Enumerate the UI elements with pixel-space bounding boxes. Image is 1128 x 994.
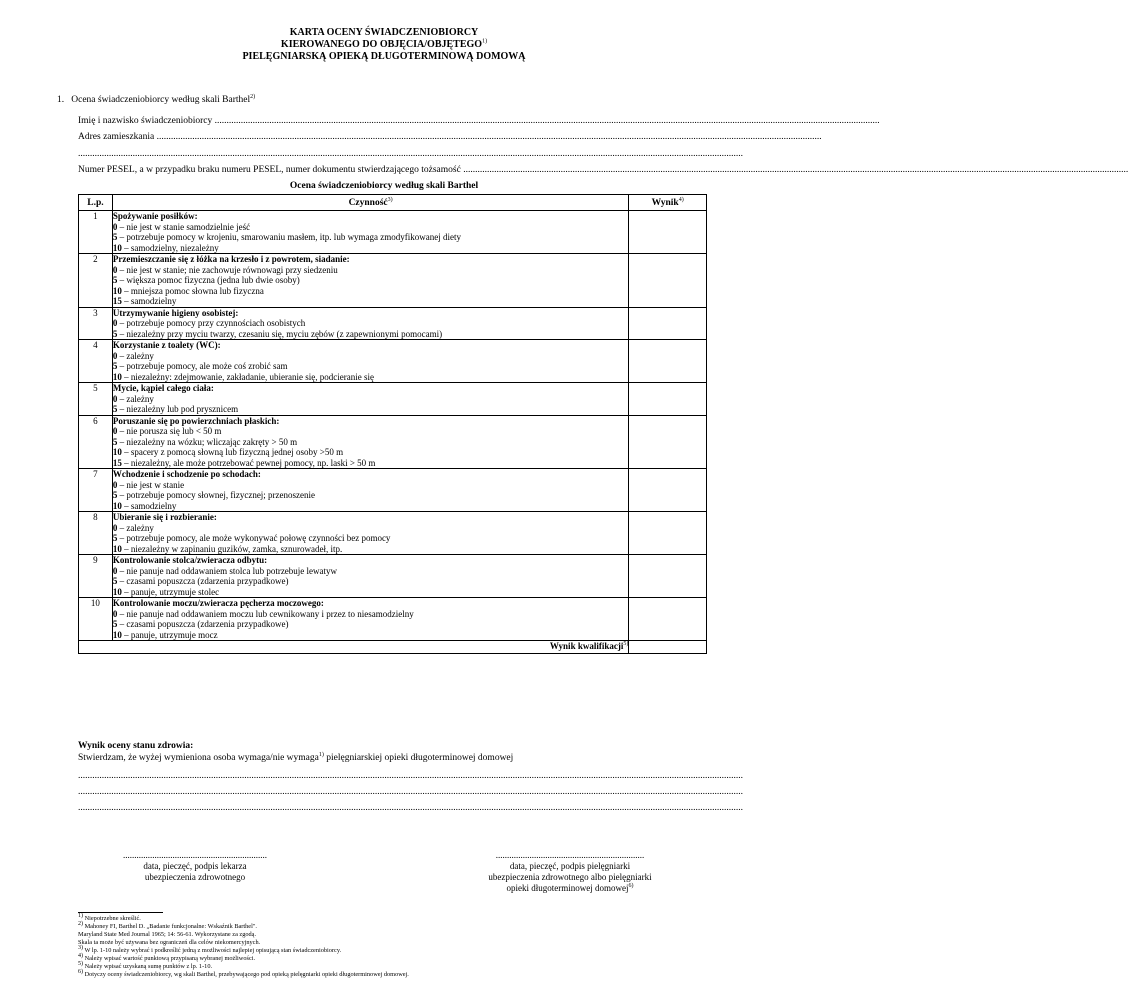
footnote-text: Należy wpisać wartość punktową przypisaną wybranej możliwości.	[83, 955, 256, 962]
health-statement-text-end: pielęgniarskiej opieki długoterminowej domowej	[323, 753, 514, 763]
activity-footnote-ref: 3)	[387, 196, 393, 203]
activity-option[interactable]	[113, 437, 628, 448]
activity-title: Utrzymywanie higieny osobistej:	[112, 307, 239, 318]
option-score: 0	[112, 608, 118, 619]
activity-title: Spożywanie posiłków:	[112, 211, 198, 221]
doctor-signature-block[interactable]	[115, 850, 275, 883]
option-score: 0	[112, 522, 118, 533]
option-score: 10	[112, 371, 122, 382]
row-number: 1	[79, 211, 113, 254]
activity-title: Kontrolowanie moczu/zwieracza pęcherza moczowego:	[112, 598, 324, 608]
pesel-dots: ........................................................................................................................................................................................................................................................................................	[463, 165, 1128, 175]
health-statement	[78, 752, 513, 764]
option-score: 0	[112, 350, 118, 361]
row-number: 10	[79, 598, 113, 641]
activity-option[interactable]	[113, 404, 628, 415]
activity-option[interactable]	[113, 296, 628, 307]
option-score: 10	[112, 629, 122, 640]
activity-option[interactable]	[113, 286, 628, 297]
option-score: 5	[112, 436, 118, 447]
section-title-footnote-ref: 2)	[250, 93, 256, 100]
address-field[interactable]	[78, 131, 822, 143]
option-text: – nie jest w stanie samodzielnie jeść	[117, 221, 251, 232]
footnote	[78, 968, 409, 979]
barthel-table-title: Ocena świadczeniobiorcy według skali Barthel	[289, 181, 479, 191]
pesel-label: Numer PESEL, a w przypadku braku numeru PESEL, numer dokumentu stwierdzającego tożsamość	[78, 165, 461, 175]
activity-title: Kontrolowanie stolca/zwieracza odbytu:	[112, 555, 268, 565]
footnote	[78, 944, 409, 955]
col-header-result	[629, 195, 707, 211]
activity-option[interactable]	[113, 265, 628, 276]
row-number: 5	[79, 383, 113, 416]
title-line-2	[0, 39, 768, 51]
option-text: – niezależny przy myciu twarzy, czesaniu się, myciu zębów (z zapewnionymi pomocami)	[117, 328, 443, 339]
nurse-signature-block[interactable]	[475, 850, 665, 894]
footnote-text: Niepotrzebne skreślić.	[83, 915, 141, 922]
footnote-mark: 4)	[78, 952, 83, 959]
footnote-mark: 2)	[78, 920, 83, 927]
activity-option[interactable]	[113, 533, 628, 544]
result-cell[interactable]	[629, 415, 707, 469]
doctor-signature-label-2: ubezpieczenia zdrowotnego	[144, 872, 246, 882]
option-text: – czasami popuszcza (zdarzenia przypadkowe)	[117, 576, 289, 586]
activity-cell	[112, 307, 628, 340]
activity-option[interactable]	[113, 544, 628, 555]
table-row	[79, 254, 707, 308]
footnote	[78, 912, 409, 923]
option-text: – samodzielny	[121, 500, 177, 511]
address-dots-line-2: ........................................................................................................................................................................................................................................................................................	[78, 149, 743, 159]
activity-option[interactable]	[113, 576, 628, 587]
title-footnote-ref: 1)	[482, 38, 488, 45]
option-score: 5	[112, 619, 118, 629]
footnote-text: W lp. 1-10 należy wybrać i podkreślić jedną z możliwości najlepiej opisującą stan świadczeniobiorcy.	[83, 947, 342, 954]
health-assessment	[78, 740, 513, 764]
patient-name-label: Imię i nazwisko świadczeniobiorcy	[78, 116, 213, 126]
activity-cell	[112, 415, 628, 469]
option-text: – samodzielny, niezależny	[121, 242, 219, 253]
patient-name-dots: ........................................................................................................................................................................................................................................................................................	[214, 116, 880, 126]
option-score: 0	[112, 318, 118, 328]
summary-row	[79, 641, 707, 654]
option-score: 10	[112, 500, 122, 511]
option-text: – nie jest w stanie	[117, 479, 185, 490]
footnote	[78, 952, 409, 963]
option-text: – niezależny lub pod prysznicem	[117, 404, 239, 414]
option-text: – potrzebuje pomocy w krojeniu, smarowaniu masłem, itp. lub wymaga zmodyfikowanej diety	[117, 232, 462, 242]
activity-option[interactable]	[113, 243, 628, 254]
option-text: – nie porusza się lub < 50 m	[117, 426, 222, 436]
row-number: 6	[79, 415, 113, 469]
footnote-mark: 5)	[78, 960, 83, 967]
option-text: – panuje, utrzymuje stolec	[121, 586, 220, 597]
address-dots: ........................................................................................................................................................................................................................................................................................	[156, 132, 822, 142]
title-line-3: PIELĘGNIARSKĄ OPIEKĄ DŁUGOTERMINOWĄ DOMOWĄ	[242, 51, 526, 62]
option-score: 10	[112, 242, 122, 253]
table-row	[79, 469, 707, 512]
activity-option[interactable]	[113, 609, 628, 620]
activity-title: Przemieszczanie się z łóżka na krzesło i z powrotem, siadanie:	[112, 254, 350, 264]
nurse-signature-label-3	[475, 883, 665, 894]
option-text: – potrzebuje pomocy, ale może wykonywać połowę czynności bez pomocy	[117, 533, 391, 543]
activity-option[interactable]	[113, 447, 628, 458]
option-text: – zależny	[117, 393, 154, 404]
health-title: Wynik oceny stanu zdrowia:	[78, 741, 194, 751]
option-score: 10	[112, 447, 122, 457]
footnote-mark: 3)	[78, 944, 83, 951]
option-score: 5	[112, 361, 118, 371]
health-notes-dots-1: ........................................................................................................................................................................................................................................................................................	[78, 771, 743, 781]
activity-title: Poruszanie się po powierzchniach płaskich:	[112, 415, 280, 426]
option-score: 5	[112, 275, 118, 285]
activity-title: Korzystanie z toalety (WC):	[112, 340, 221, 350]
option-score: 5	[112, 490, 118, 500]
option-score: 0	[112, 426, 118, 436]
health-footnote-ref: 1)	[318, 751, 324, 758]
activity-cell	[112, 254, 628, 308]
footnote-text: Skala ta może być używana bez ograniczeń dla celów niekomercyjnych.	[78, 939, 261, 946]
table-row	[79, 340, 707, 383]
option-text: – niezależny: zdejmowanie, zakładanie, ubieranie się, podcieranie się	[121, 371, 374, 382]
footnote-mark: 1)	[78, 912, 83, 919]
option-text: – niezależny w zapinaniu guzików, zamka, sznurowadeł, itp.	[121, 543, 343, 554]
table-row	[79, 307, 707, 340]
result-cell[interactable]	[629, 598, 707, 641]
summary-result-cell[interactable]	[629, 641, 707, 654]
table-row	[79, 512, 707, 555]
health-notes-dots-2: ........................................................................................................................................................................................................................................................................................	[78, 787, 743, 797]
option-text: – niezależny, ale może potrzebować pewnej pomocy, np. laski > 50 m	[121, 457, 376, 468]
activity-cell	[112, 211, 628, 254]
option-score: 0	[112, 393, 118, 404]
col-header-result-text: Wynik	[651, 198, 679, 208]
activity-cell	[112, 512, 628, 555]
result-cell[interactable]	[629, 211, 707, 254]
footnote-text: Należy wpisać uzyskaną sumę punktów z lp. 1-10.	[83, 963, 213, 970]
option-text: – czasami popuszcza (zdarzenia przypadkowe)	[117, 619, 289, 629]
title-line-2-text: KIEROWANEGO DO OBJĘCIA/OBJĘTEGO	[280, 39, 483, 50]
activity-title: Mycie, kąpiel całego ciała:	[112, 383, 214, 393]
summary-footnote-ref: 5)	[623, 641, 629, 647]
activity-option[interactable]	[113, 372, 628, 383]
option-score: 5	[112, 328, 118, 339]
footnote-text: Maryland State Med Journal 1965; 14: 56-61. Wykorzystane za zgodą.	[78, 931, 257, 938]
option-score: 5	[112, 232, 118, 242]
table-row	[79, 415, 707, 469]
row-number: 7	[79, 469, 113, 512]
section-title: Ocena świadczeniobiorcy według skali Barthel	[71, 95, 251, 105]
option-score: 15	[112, 457, 122, 468]
option-score: 10	[112, 543, 122, 554]
option-text: – niezależny na wózku; wliczając zakręty > 50 m	[117, 436, 298, 447]
option-text: – mniejsza pomoc słowna lub fizyczna	[121, 285, 264, 296]
activity-option[interactable]	[113, 426, 628, 437]
col-header-activity	[112, 195, 628, 211]
health-statement-text: Stwierdzam, że wyżej wymieniona osoba wymaga/nie wymaga	[78, 753, 319, 763]
footnote	[78, 960, 409, 971]
result-cell[interactable]	[629, 469, 707, 512]
option-score: 10	[112, 285, 122, 296]
table-row	[79, 598, 707, 641]
nurse-signature-label-2: ubezpieczenia zdrowotnego albo pielęgniarki	[488, 872, 652, 882]
row-number: 4	[79, 340, 113, 383]
health-notes-line-2[interactable]	[78, 786, 743, 798]
option-text: – samodzielny	[121, 296, 177, 306]
col-header-activity-text: Czynność	[348, 198, 388, 208]
nurse-signature-dots: ..................................................................	[495, 850, 645, 860]
option-text: – spacery z pomocą słowną lub fizyczną jednej osoby >50 m	[121, 447, 344, 457]
option-text: – zależny	[117, 522, 154, 533]
summary-label-cell	[79, 641, 629, 654]
option-score: 0	[112, 221, 118, 232]
activity-cell	[112, 555, 628, 598]
table-row	[79, 383, 707, 416]
option-text: – większa pomoc fizyczna (jedna lub dwie osoby)	[117, 275, 300, 285]
option-text: – nie panuje nad oddawaniem stolca lub potrzebuje lewatyw	[117, 565, 338, 576]
option-text: – potrzebuje pomocy przy czynnościach osobistych	[117, 318, 306, 328]
activity-title: Ubieranie się i rozbieranie:	[112, 512, 217, 522]
doctor-signature-label-1: data, pieczęć, podpis lekarza	[143, 861, 247, 871]
option-score: 0	[112, 264, 118, 275]
activity-option[interactable]	[113, 566, 628, 577]
option-score: 5	[112, 404, 118, 414]
result-cell[interactable]	[629, 254, 707, 308]
option-text: – potrzebuje pomocy, ale może coś zrobić sam	[117, 361, 288, 371]
footnote-text: Mahoney FI, Barthel D. „Badanie funkcjonalne: Wskaźnik Barthel".	[83, 923, 257, 930]
footnote-separator	[78, 912, 163, 913]
barthel-table	[78, 194, 707, 654]
result-cell[interactable]	[629, 512, 707, 555]
doctor-signature-dots: ................................................................	[123, 850, 267, 860]
activity-option[interactable]	[113, 394, 628, 405]
footnote-mark: 6)	[78, 968, 83, 975]
option-score: 0	[112, 565, 118, 576]
activity-option[interactable]	[113, 630, 628, 641]
option-text: – zależny	[117, 350, 154, 361]
patient-name-field[interactable]	[78, 115, 880, 127]
row-number: 8	[79, 512, 113, 555]
table-header-row	[79, 195, 707, 211]
activity-option[interactable]	[113, 619, 628, 630]
activity-option[interactable]	[113, 222, 628, 233]
activity-option[interactable]	[113, 490, 628, 501]
activity-cell	[112, 340, 628, 383]
nurse-signature-label-1: data, pieczęć, podpis pielęgniarki	[509, 861, 631, 871]
option-score: 15	[112, 296, 122, 306]
nurse-signature-footnote-ref: 6)	[628, 883, 634, 889]
activity-option[interactable]	[113, 275, 628, 286]
row-number: 2	[79, 254, 113, 308]
result-footnote-ref: 4)	[678, 196, 684, 203]
summary-label: Wynik kwalifikacji	[549, 641, 624, 651]
footnote	[78, 939, 409, 947]
document-title	[0, 27, 768, 63]
health-notes-line-3[interactable]	[78, 802, 743, 814]
option-text: – panuje, utrzymuje mocz	[121, 629, 218, 640]
result-cell[interactable]	[629, 383, 707, 416]
title-line-1: KARTA OCENY ŚWIADCZENIOBIORCY	[289, 27, 479, 38]
activity-option[interactable]	[113, 351, 628, 362]
activity-option[interactable]	[113, 480, 628, 491]
section-1-heading	[57, 94, 255, 106]
row-number: 9	[79, 555, 113, 598]
activity-option[interactable]	[113, 232, 628, 243]
table-row	[79, 211, 707, 254]
result-cell[interactable]	[629, 555, 707, 598]
option-score: 0	[112, 479, 118, 490]
footnote	[78, 931, 409, 939]
pesel-field[interactable]	[78, 164, 1128, 176]
activity-cell	[112, 469, 628, 512]
table-row	[79, 555, 707, 598]
activity-option[interactable]	[113, 501, 628, 512]
activity-cell	[112, 598, 628, 641]
option-text: – nie jest w stanie; nie zachowuje równowagi przy siedzeniu	[117, 264, 338, 275]
activity-option[interactable]	[113, 458, 628, 469]
activity-option[interactable]	[113, 523, 628, 534]
option-score: 5	[112, 533, 118, 543]
footnote-text: Dotyczy oceny świadczeniobiorcy, wg skali Barthel, przebywającego pod opieką pielęgniarki opieki długoterminowej domowej.	[83, 971, 409, 978]
col-header-lp: L.p.	[79, 195, 113, 211]
activity-option[interactable]	[113, 329, 628, 340]
health-notes-dots-3: ........................................................................................................................................................................................................................................................................................	[78, 803, 743, 813]
section-number: 1.	[57, 95, 65, 105]
footnotes	[78, 912, 409, 979]
footnote	[78, 920, 409, 931]
activity-option[interactable]	[113, 361, 628, 372]
option-score: 10	[112, 586, 122, 597]
activity-cell	[112, 383, 628, 416]
option-score: 5	[112, 576, 118, 586]
health-notes-line-1[interactable]	[78, 770, 743, 782]
option-text: – potrzebuje pomocy słownej, fizycznej; przenoszenie	[117, 490, 316, 500]
result-cell[interactable]	[629, 340, 707, 383]
activity-title: Wchodzenie i schodzenie po schodach:	[112, 469, 261, 479]
activity-option[interactable]	[113, 587, 628, 598]
address-field-continued[interactable]	[78, 148, 743, 160]
address-label: Adres zamieszkania	[78, 132, 155, 142]
nurse-signature-label-3-text: opieki długoterminowej domowej	[506, 883, 629, 893]
row-number: 3	[79, 307, 113, 340]
option-text: – nie panuje nad oddawaniem moczu lub cewnikowany i przez to niesamodzielny	[117, 608, 414, 619]
activity-option[interactable]	[113, 318, 628, 329]
result-cell[interactable]	[629, 307, 707, 340]
